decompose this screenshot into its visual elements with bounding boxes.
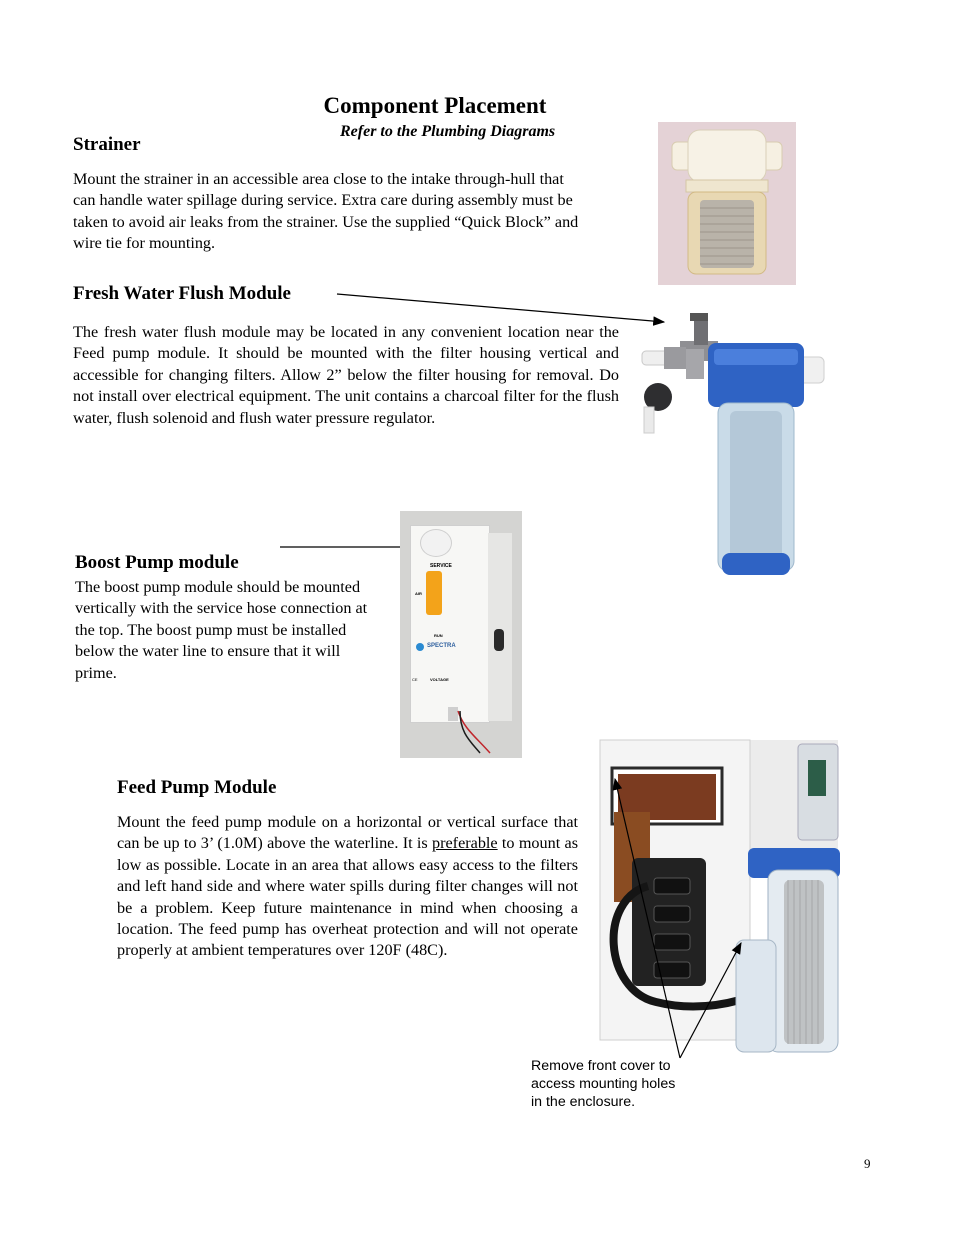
photo-caption: Remove front cover to access mounting holes in the enclosure. xyxy=(531,1058,676,1110)
feed-heading: Feed Pump Module xyxy=(117,777,277,798)
air-label: AIR xyxy=(415,591,422,596)
flush-body: The fresh water flush module may be located in any convenient location near the Feed pump module. It should be mounted with the filter housing vertical and accessible for changing filters. Allow 2” below the filter housing for removal. Do not install over electrical equipment. The unit contains a charcoal filter for the flush water, flush solenoid and flush water pressure regulator. xyxy=(73,323,619,427)
feed-body-underlined: preferable xyxy=(432,834,498,853)
run-label: RUN xyxy=(434,633,443,638)
ce-mark: CE xyxy=(412,677,418,682)
voltage-label: VOLTAGE xyxy=(430,677,449,682)
feed-body-part1: Mount the feed pump module on a horizontal or vertical surface that can be up to 3’ (1.0M) above the waterline. It is xyxy=(117,813,578,853)
spectra-logo: SPECTRA xyxy=(427,643,456,649)
strainer-heading: Strainer xyxy=(73,134,141,155)
page-subtitle: Refer to the Plumbing Diagrams xyxy=(340,123,556,140)
service-label: SERVICE xyxy=(430,563,452,569)
strainer-body: Mount the strainer in an accessible area close to the intake through-hull that can handle water spillage during service. Extra care during assembly must be taken to avoid air leaks from the strainer. Use the supplied “Quick Block” and wire tie for mounting. xyxy=(73,170,579,253)
feed-body-part2: to mount as low as possible. Locate in an area that allows easy access to the filters and left hand side and where water spills during filter changes will not be a problem. Keep future maintenance in mind when choosing a location. The feed pump has overheat protection and will not operate properly at ambient temperatures over 120F (48C). xyxy=(117,834,579,960)
flush-heading: Fresh Water Flush Module xyxy=(73,283,291,304)
page-title: Component Placement xyxy=(323,93,547,118)
page-number: 9 xyxy=(864,1156,871,1171)
boost-body: The boost pump module should be mounted vertically with the service hose connection at the top. The boost pump must be installed below the water line to ensure that it will prime. xyxy=(75,578,368,682)
boost-heading: Boost Pump module xyxy=(75,552,239,573)
